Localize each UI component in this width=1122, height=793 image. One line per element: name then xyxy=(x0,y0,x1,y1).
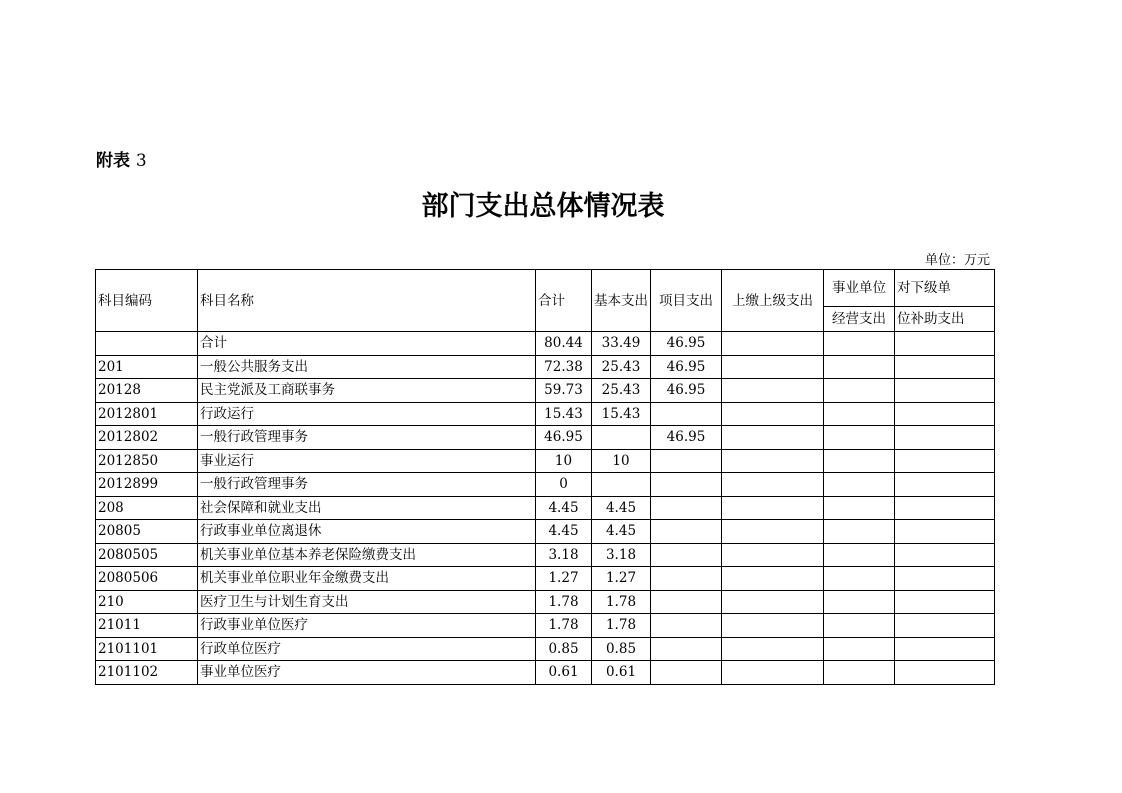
cell-basic: 33.49 xyxy=(592,332,651,356)
cell-name: 社会保障和就业支出 xyxy=(198,496,536,520)
cell-subsidy xyxy=(895,449,995,473)
cell-total: 1.78 xyxy=(536,614,592,638)
expenditure-table xyxy=(95,269,995,685)
cell-business xyxy=(824,332,895,356)
cell-basic: 1.78 xyxy=(592,590,651,614)
cell-name: 事业单位医疗 xyxy=(198,661,536,685)
cell-name: 一般行政管理事务 xyxy=(198,473,536,497)
cell-code: 2012802 xyxy=(96,426,198,450)
cell-code: 208 xyxy=(96,496,198,520)
cell-basic: 10 xyxy=(592,449,651,473)
cell-total: 4.45 xyxy=(536,520,592,544)
cell-subsidy xyxy=(895,473,995,497)
cell-code: 2101101 xyxy=(96,637,198,661)
cell-total: 59.73 xyxy=(536,379,592,403)
cell-subsidy xyxy=(895,543,995,567)
cell-total: 0 xyxy=(536,473,592,497)
cell-business xyxy=(824,496,895,520)
cell-superior xyxy=(722,332,824,356)
table-row xyxy=(96,543,995,567)
cell-basic: 4.45 xyxy=(592,520,651,544)
cell-subsidy xyxy=(895,402,995,426)
cell-total: 3.18 xyxy=(536,543,592,567)
cell-project xyxy=(651,590,722,614)
cell-business xyxy=(824,355,895,379)
table-header-row xyxy=(96,270,995,307)
table-row xyxy=(96,473,995,497)
cell-project xyxy=(651,614,722,638)
header-project: 项目支出 xyxy=(651,270,722,332)
table-body xyxy=(96,270,995,685)
cell-subsidy xyxy=(895,332,995,356)
cell-code: 2012899 xyxy=(96,473,198,497)
attachment-prefix: 附表 xyxy=(96,151,130,171)
cell-total: 1.78 xyxy=(536,590,592,614)
cell-project xyxy=(651,402,722,426)
cell-basic: 1.27 xyxy=(592,567,651,591)
cell-subsidy xyxy=(895,355,995,379)
cell-superior xyxy=(722,449,824,473)
cell-project: 46.95 xyxy=(651,332,722,356)
cell-total: 10 xyxy=(536,449,592,473)
cell-code: 20128 xyxy=(96,379,198,403)
cell-project: 46.95 xyxy=(651,426,722,450)
cell-business xyxy=(824,567,895,591)
cell-code: 210 xyxy=(96,590,198,614)
cell-superior xyxy=(722,567,824,591)
cell-project xyxy=(651,661,722,685)
cell-business xyxy=(824,473,895,497)
table-row xyxy=(96,426,995,450)
cell-name: 医疗卫生与计划生育支出 xyxy=(198,590,536,614)
cell-project xyxy=(651,449,722,473)
table-row xyxy=(96,614,995,638)
cell-basic xyxy=(592,473,651,497)
cell-subsidy xyxy=(895,567,995,591)
cell-project: 46.95 xyxy=(651,355,722,379)
cell-code: 2012850 xyxy=(96,449,198,473)
cell-business xyxy=(824,449,895,473)
cell-name: 行政事业单位医疗 xyxy=(198,614,536,638)
cell-superior xyxy=(722,614,824,638)
cell-superior xyxy=(722,402,824,426)
cell-name: 合计 xyxy=(198,332,536,356)
table-row xyxy=(96,661,995,685)
cell-name: 行政单位医疗 xyxy=(198,637,536,661)
header-total: 合计 xyxy=(536,270,592,332)
cell-name: 事业运行 xyxy=(198,449,536,473)
cell-subsidy xyxy=(895,426,995,450)
cell-business xyxy=(824,379,895,403)
cell-basic: 25.43 xyxy=(592,355,651,379)
cell-name: 机关事业单位职业年金缴费支出 xyxy=(198,567,536,591)
cell-code: 2080505 xyxy=(96,543,198,567)
attachment-number: 3 xyxy=(135,151,147,171)
cell-business xyxy=(824,590,895,614)
cell-superior xyxy=(722,590,824,614)
cell-business xyxy=(824,543,895,567)
cell-basic: 25.43 xyxy=(592,379,651,403)
cell-name: 民主党派及工商联事务 xyxy=(198,379,536,403)
header-business-bottom: 经营支出 xyxy=(824,307,895,332)
cell-business xyxy=(824,426,895,450)
cell-project xyxy=(651,637,722,661)
cell-superior xyxy=(722,637,824,661)
cell-project xyxy=(651,520,722,544)
page-title: 部门支出总体情况表 xyxy=(421,191,665,222)
cell-subsidy xyxy=(895,614,995,638)
cell-code: 20805 xyxy=(96,520,198,544)
header-superior: 上缴上级支出 xyxy=(722,270,824,332)
cell-subsidy xyxy=(895,379,995,403)
cell-code: 2080506 xyxy=(96,567,198,591)
cell-superior xyxy=(722,355,824,379)
cell-subsidy xyxy=(895,590,995,614)
cell-business xyxy=(824,520,895,544)
cell-project: 46.95 xyxy=(651,379,722,403)
cell-total: 1.27 xyxy=(536,567,592,591)
cell-code: 21011 xyxy=(96,614,198,638)
table-row xyxy=(96,402,995,426)
cell-code xyxy=(96,332,198,356)
cell-basic: 0.61 xyxy=(592,661,651,685)
table-row xyxy=(96,355,995,379)
unit-label: 单位：万元 xyxy=(924,253,990,268)
cell-subsidy xyxy=(895,661,995,685)
cell-project xyxy=(651,473,722,497)
cell-code: 2101102 xyxy=(96,661,198,685)
cell-superior xyxy=(722,379,824,403)
cell-basic: 4.45 xyxy=(592,496,651,520)
cell-code: 2012801 xyxy=(96,402,198,426)
cell-total: 46.95 xyxy=(536,426,592,450)
cell-subsidy xyxy=(895,637,995,661)
attachment-label xyxy=(96,146,147,171)
cell-name: 行政运行 xyxy=(198,402,536,426)
table-row xyxy=(96,332,995,356)
cell-basic: 0.85 xyxy=(592,637,651,661)
cell-superior xyxy=(722,520,824,544)
cell-superior xyxy=(722,426,824,450)
cell-superior xyxy=(722,473,824,497)
cell-superior xyxy=(722,496,824,520)
cell-project xyxy=(651,567,722,591)
cell-code: 201 xyxy=(96,355,198,379)
cell-basic: 3.18 xyxy=(592,543,651,567)
header-basic: 基本支出 xyxy=(592,270,651,332)
cell-total: 0.85 xyxy=(536,637,592,661)
cell-business xyxy=(824,402,895,426)
table-row xyxy=(96,590,995,614)
cell-business xyxy=(824,614,895,638)
cell-name: 一般行政管理事务 xyxy=(198,426,536,450)
cell-total: 72.38 xyxy=(536,355,592,379)
header-subsidy-bottom: 位补助支出 xyxy=(895,307,995,332)
table-row xyxy=(96,567,995,591)
table-row xyxy=(96,520,995,544)
header-business-top: 事业单位 xyxy=(824,270,895,307)
cell-total: 4.45 xyxy=(536,496,592,520)
cell-name: 机关事业单位基本养老保险缴费支出 xyxy=(198,543,536,567)
cell-subsidy xyxy=(895,520,995,544)
table-row xyxy=(96,496,995,520)
cell-subsidy xyxy=(895,496,995,520)
cell-superior xyxy=(722,543,824,567)
cell-superior xyxy=(722,661,824,685)
cell-total: 0.61 xyxy=(536,661,592,685)
cell-business xyxy=(824,661,895,685)
cell-business xyxy=(824,637,895,661)
cell-project xyxy=(651,543,722,567)
header-name: 科目名称 xyxy=(198,270,536,332)
table-row xyxy=(96,637,995,661)
header-subsidy-top: 对下级单 xyxy=(895,270,995,307)
table-row xyxy=(96,449,995,473)
cell-basic: 1.78 xyxy=(592,614,651,638)
cell-project xyxy=(651,496,722,520)
cell-total: 80.44 xyxy=(536,332,592,356)
cell-basic xyxy=(592,426,651,450)
cell-basic: 15.43 xyxy=(592,402,651,426)
cell-name: 行政事业单位离退休 xyxy=(198,520,536,544)
header-code: 科目编码 xyxy=(96,270,198,332)
cell-name: 一般公共服务支出 xyxy=(198,355,536,379)
cell-total: 15.43 xyxy=(536,402,592,426)
table-row xyxy=(96,379,995,403)
